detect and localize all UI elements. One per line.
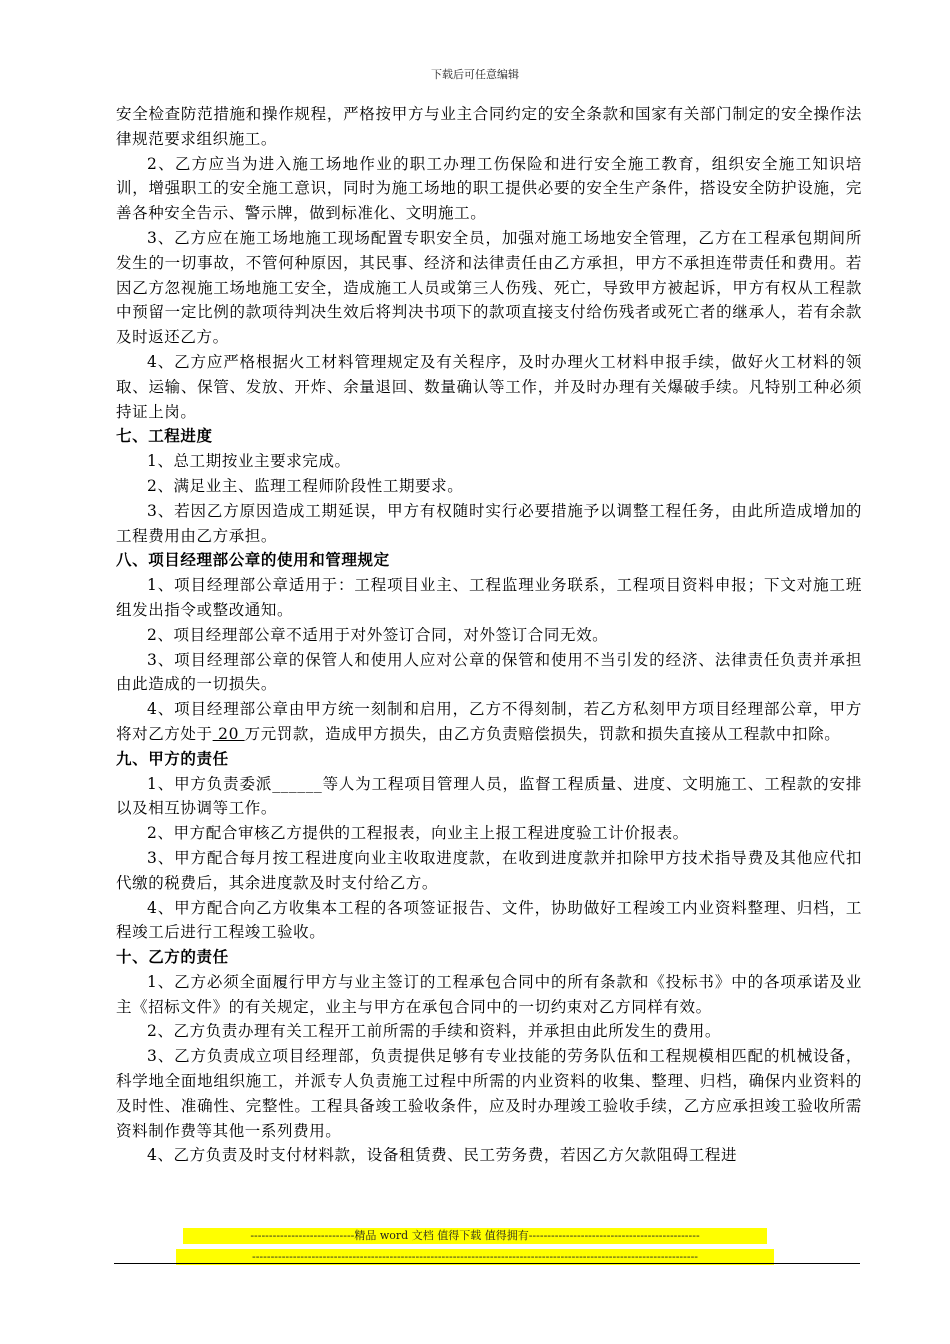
- paragraph: 2、乙方应当为进入施工场地作业的职工办理工伤保险和进行安全施工教育，组织安全施工知识培训，增强职工的安全施工意识，同时为施工场地的职工提供必要的安全生产条件，搭设安全防护设施，完善各种安全告示、警示牌，做到标准化、文明施工。: [116, 154, 862, 223]
- paragraph: 3、项目经理部公章的保管人和使用人应对公章的保管和使用不当引发的经济、法律责任负责并承担由此造成的一切损失。: [116, 650, 862, 694]
- paragraph-text: 万元罚款，造成甲方损失，由乙方负责赔偿损失，罚款和损失直接从工程款中扣除。: [244, 724, 841, 743]
- blank-field: ______: [272, 774, 323, 793]
- paragraph: 安全检查防范措施和操作规程，严格按甲方与业主合同约定的安全条款和国家有关部门制定的安全操作法律规范要求组织施工。: [116, 105, 862, 148]
- section-heading: 九、甲方的责任: [116, 748, 229, 768]
- paragraph: 1、乙方必须全面履行甲方与业主签订的工程承包合同中的所有条款和《投标书》中的各项承诺及业主《招标文件》的有关规定，业主与甲方在承包合同中的一切约束对乙方同样有效。: [116, 972, 862, 1016]
- paragraph: 4、乙方应严格根据火工材料管理规定及有关程序，及时办理火工材料申报手续，做好火工材料的领取、运输、保管、发放、开炸、余量退回、数量确认等工作，并及时办理有关爆破手续。凡特别工种必须持证上岗。: [116, 352, 862, 421]
- paragraph: 2、满足业主、监理工程师阶段性工期要求。: [147, 476, 464, 495]
- paragraph: 1、总工期按业主要求完成。: [147, 452, 351, 471]
- paragraph-text: 等人为工程项目管理人员，监督工程质量、进度、文明施工、工程款的安排以及相互协调等工作。: [116, 774, 862, 818]
- paragraph: 3、乙方负责成立项目经理部，负责提供足够有专业技能的劳务队伍和工程规模相匹配的机械设备，科学地全面地组织施工，并派专人负责施工过程中所需的内业资料的收集、整理、归档，确保内业资料的及时性、准确性、完整性。工程具备竣工验收条件，应及时办理竣工验收手续，乙方应承担竣工验收所需资料制作费等其他一系列费用。: [116, 1047, 862, 1140]
- section-heading: 八、项目经理部公章的使用和管理规定: [116, 550, 390, 570]
- paragraph: [116, 697, 862, 747]
- fine-amount: 20: [212, 724, 245, 743]
- paragraph: [116, 772, 862, 822]
- footer-banner-line: ----------------------------精品 word 文档 值得下载 值得拥有----------------------------------------------: [183, 1228, 767, 1244]
- paragraph: 3、甲方配合每月按工程进度向业主收取进度款，在收到进度款并扣除甲方技术指导费及其他应代扣代缴的税费后，其余进度款及时支付给乙方。: [116, 848, 862, 892]
- section-heading: 十、乙方的责任: [116, 947, 229, 967]
- paragraph: 1、项目经理部公章适用于：工程项目业主、工程监理业务联系，工程项目资料申报；下文对施工班组发出指令或整改通知。: [116, 576, 862, 619]
- paragraph-text: 1、甲方负责委派: [147, 774, 273, 793]
- paragraph: 3、若因乙方原因造成工期延误，甲方有权随时实行必要措施予以调整工程任务，由此所造成增加的工程费用由乙方承担。: [116, 501, 862, 545]
- paragraph: 4、甲方配合向乙方收集本工程的各项签证报告、文件，协助做好工程竣工内业资料整理、归档，工程竣工后进行工程竣工验收。: [116, 898, 862, 942]
- paragraph: 2、甲方配合审核乙方提供的工程报表，向业主上报工程进度验工计价报表。: [147, 824, 689, 843]
- document-body: [116, 102, 862, 1168]
- paragraph: 3、乙方应在施工场地施工现场配置专职安全员，加强对施工场地安全管理，乙方在工程承包期间所发生的一切事故，不管何种原因，其民事、经济和法律责任由乙方承担，甲方不承担连带责任和费用。若因乙方忽视施工场地施工安全，造成施工人员或第三人伤残、死亡，导致甲方被起诉，甲方有权从工程款中预留一定比例的款项待判决生效后将判决书项下的款项直接支付给伤残者或死亡者的继承人，若有余款及时返还乙方。: [116, 228, 862, 347]
- page-header-note: 下载后可任意编辑: [431, 68, 519, 81]
- footer-banner-line: ------------------------------------------------------------------------------------------------------------------------: [176, 1249, 774, 1265]
- footer-divider: [114, 1263, 860, 1264]
- paragraph-text: 4、项目经理部公章由甲方统一刻制和启用，乙方不得刻制，若乙方私刻甲方项目经理部公章，甲方将对乙方处于: [116, 700, 862, 743]
- paragraph: 4、乙方负责及时支付材料款，设备租赁费、民工劳务费，若因乙方欠款阻碍工程进: [147, 1146, 738, 1165]
- paragraph: 2、项目经理部公章不适用于对外签订合同，对外签订合同无效。: [147, 625, 609, 644]
- paragraph: 2、乙方负责办理有关工程开工前所需的手续和资料，并承担由此所发生的费用。: [147, 1022, 721, 1041]
- section-heading: 七、工程进度: [116, 426, 213, 446]
